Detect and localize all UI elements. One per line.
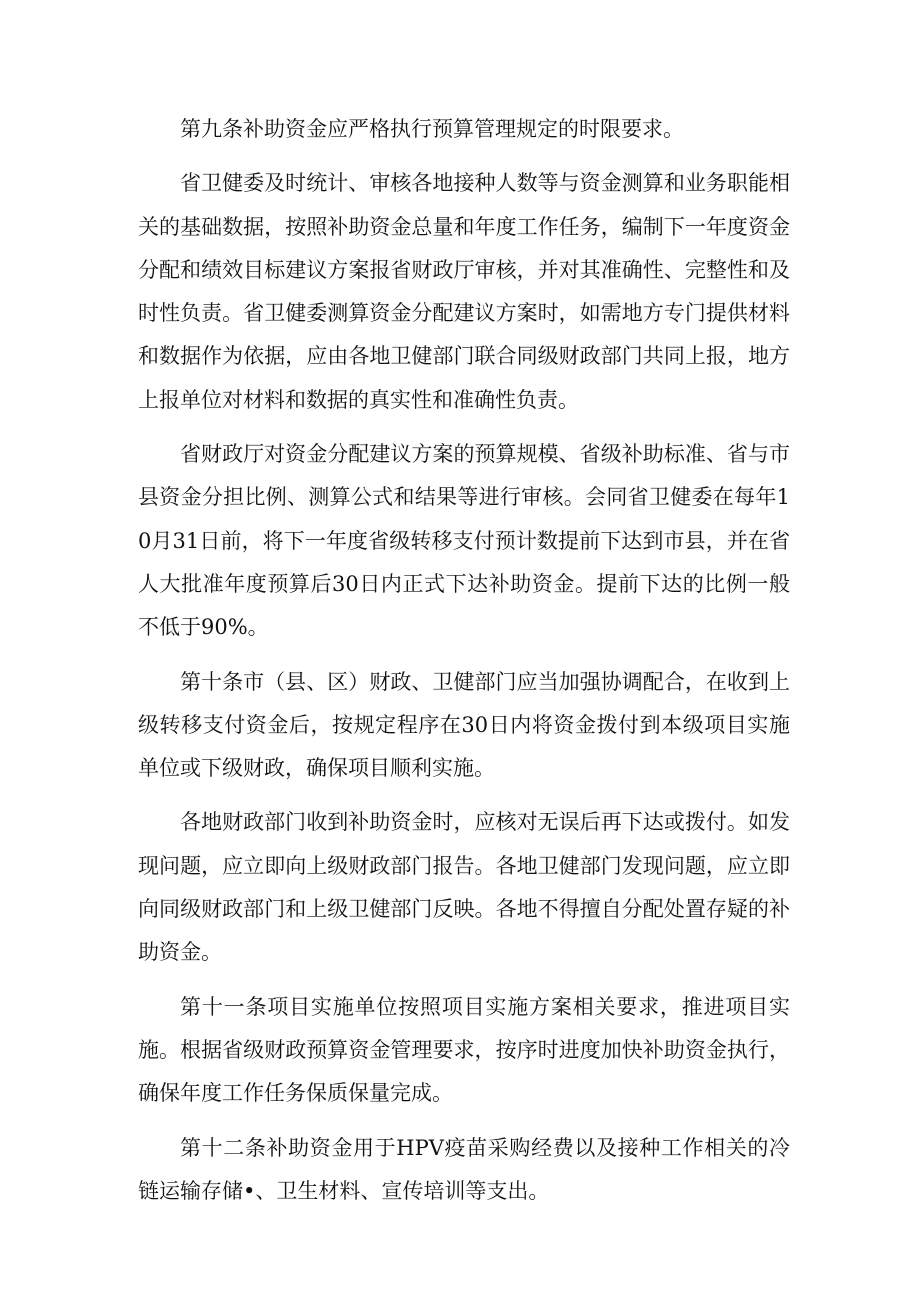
paragraph-article-11: 第十一条项目实施单位按照项目实施方案相关要求，推进项目实施。根据省级财政预算资金管理要求，按序时进度加快补助资金执行，确保年度工作任务保质保量完成。 xyxy=(138,994,790,1106)
paragraph-article-9: 第九条补助资金应严格执行预算管理规定的时限要求。 xyxy=(180,117,684,141)
paragraph-local-finance-verification: 各地财政部门收到补助资金时，应核对无误后再下达或拨付。如发现问题，应立即向上级财政部门报告。各地卫健部门发现问题，应立即向同级财政部门和上级卫健部门反映。各地不得擅自分配处置存疑的补助资金。 xyxy=(138,810,790,965)
paragraph-finance-department-review: 省财政厅对资金分配建议方案的预算规模、省级补助标准、省与市县资金分担比例、测算公式和结果等进行审核。会同省卫健委在每年10月31日前，将下一年度省级转移支付预计数提前下达到市县，并在省人大批准年度预算后30日内正式下达补助资金。提前下达的比例一般不低于90%。 xyxy=(138,442,790,640)
paragraph-article-12: 第十二条补助资金用于HPV疫苗采购经费以及接种工作相关的冷链运输存储•、卫生材料、宣传培训等支出。 xyxy=(138,1135,790,1203)
paragraph-health-commission-duties: 省卫健委及时统计、审核各地接种人数等与资金测算和业务职能相关的基础数据，按照补助资金总量和年度工作任务，编制下一年度资金分配和绩效目标建议方案报省财政厅审核，并对其准确性、完整性和及时性负责。省卫健委测算资金分配建议方案时，如需地方专门提供材料和数据作为依据，应由各地卫健部门联合同级财政部门共同上报，地方上报单位对材料和数据的真实性和准确性负责。 xyxy=(138,171,790,412)
paragraph-article-10: 第十条市（县、区）财政、卫健部门应当加强协调配合，在收到上级转移支付资金后，按规定程序在30日内将资金拨付到本级项目实施单位或下级财政，确保项目顺利实施。 xyxy=(138,669,790,781)
document-body xyxy=(138,108,790,1213)
